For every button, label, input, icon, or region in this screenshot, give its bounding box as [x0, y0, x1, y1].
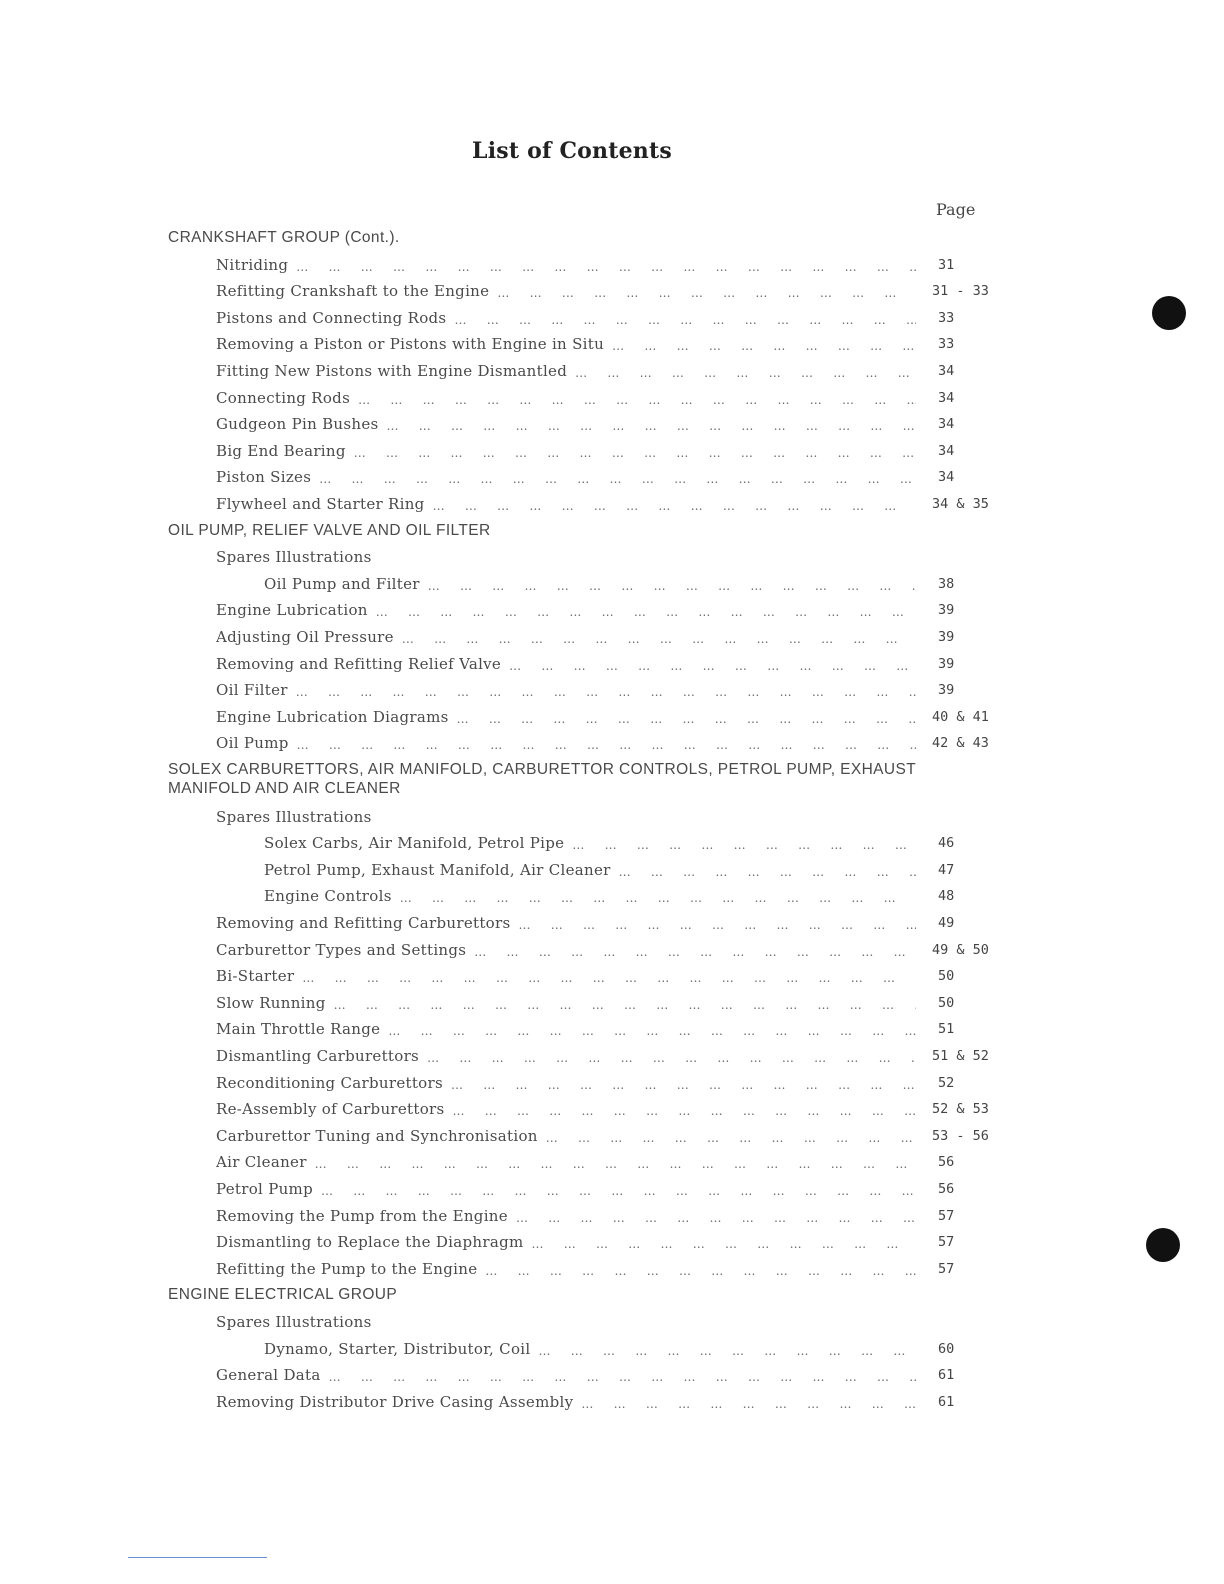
toc-entry-label: Piston Sizes — [216, 468, 312, 486]
toc-dot-leader — [581, 1392, 916, 1412]
toc-entry-label: Engine Lubrication Diagrams — [216, 708, 449, 726]
toc-entry-label: Dismantling Carburettors — [216, 1047, 420, 1065]
toc-entry-label: Bi-Starter — [216, 967, 295, 985]
toc-section-heading: OIL PUMP, RELIEF VALVE AND OIL FILTER — [168, 522, 491, 539]
toc-entry-label: Fitting New Pistons with Engine Dismantled — [216, 362, 568, 380]
toc-subheading-label: Spares Illustrations — [216, 548, 372, 566]
toc-entry-label: Slow Running — [216, 994, 326, 1012]
toc-entry — [216, 654, 992, 674]
toc-entry — [216, 494, 992, 514]
toc-dot-leader — [497, 281, 916, 301]
toc-section-heading: SOLEX CARBURETTORS, AIR MANIFOLD, CARBURETTOR CONTROLS, PETROL PUMP, EXHAUST MANIFOLD AND AIR CLEANER — [168, 761, 916, 797]
toc-entry-page: 50 — [938, 995, 955, 1011]
toc-entry-page: 33 — [938, 336, 955, 352]
toc-entry-label: Dismantling to Replace the Diaphragm — [216, 1233, 524, 1251]
toc-entry-page: 61 — [938, 1367, 955, 1383]
toc-entry — [216, 1365, 992, 1385]
toc-entry-page: 42 & 43 — [932, 735, 989, 751]
toc-entry — [216, 707, 992, 727]
toc-entry-page: 39 — [938, 629, 955, 645]
toc-entry-label: Connecting Rods — [216, 389, 351, 407]
toc-entry — [216, 1179, 992, 1199]
toc-subheading — [216, 547, 816, 567]
toc-dot-leader — [315, 1152, 916, 1172]
toc-entry — [216, 733, 992, 753]
toc-entry-label: Air Cleaner — [216, 1153, 307, 1171]
toc-entry — [216, 255, 992, 275]
toc-entry-page: 56 — [938, 1181, 955, 1197]
page-column-header: Page — [936, 200, 976, 219]
toc-entry-page: 40 & 41 — [932, 709, 989, 725]
toc-entry-label: Removing the Pump from the Engine — [216, 1207, 508, 1225]
toc-entry — [264, 574, 992, 594]
toc-entry-label: Adjusting Oil Pressure — [216, 628, 394, 646]
toc-entry-page: 51 — [938, 1021, 955, 1037]
toc-entry — [216, 627, 992, 647]
toc-dot-leader — [302, 966, 916, 986]
toc-entry — [216, 993, 992, 1013]
toc-dot-leader — [532, 1232, 917, 1252]
toc-entry-page: 34 — [938, 416, 955, 432]
toc-entry-label: Oil Pump and Filter — [264, 575, 420, 593]
toc-entry — [264, 833, 992, 853]
toc-entry — [216, 680, 992, 700]
toc-entry-page: 56 — [938, 1154, 955, 1170]
toc-dot-leader — [453, 1099, 916, 1119]
footnote-rule — [128, 1557, 267, 1558]
toc-entry-label: Gudgeon Pin Bushes — [216, 415, 379, 433]
toc-entry-page: 39 — [938, 602, 955, 618]
toc-entry-label: Carburettor Tuning and Synchronisation — [216, 1127, 538, 1145]
toc-entry-page: 39 — [938, 682, 955, 698]
toc-entry-page: 31 - 33 — [932, 283, 989, 299]
toc-dot-leader — [474, 940, 916, 960]
toc-entry-page: 33 — [938, 310, 955, 326]
toc-entry — [216, 940, 992, 960]
page-title: List of Contents — [472, 138, 672, 164]
toc-entry-label: Removing Distributor Drive Casing Assembly — [216, 1393, 574, 1411]
toc-entry — [216, 388, 992, 408]
toc-dot-leader — [518, 913, 916, 933]
toc-dot-leader — [400, 886, 916, 906]
toc-entry — [216, 600, 992, 620]
toc-entry — [216, 1019, 992, 1039]
toc-entry — [264, 886, 992, 906]
toc-entry-page: 57 — [938, 1208, 955, 1224]
toc-entry-label: Oil Filter — [216, 681, 288, 699]
toc-entry-label: General Data — [216, 1366, 321, 1384]
toc-entry-label: Engine Controls — [264, 887, 392, 905]
toc-dot-leader — [619, 860, 916, 880]
toc-dot-leader — [546, 1126, 916, 1146]
toc-entry — [216, 281, 992, 301]
toc-entry-label: Removing and Refitting Relief Valve — [216, 655, 502, 673]
toc-entry — [216, 913, 992, 933]
toc-dot-leader — [296, 680, 916, 700]
toc-entry — [216, 1046, 992, 1066]
toc-entry-page: 49 & 50 — [932, 942, 989, 958]
toc-entry-label: Petrol Pump, Exhaust Manifold, Air Cleaner — [264, 861, 611, 879]
toc-dot-leader — [509, 654, 916, 674]
toc-entry-label: Nitriding — [216, 256, 289, 274]
toc-entry-page: 57 — [938, 1234, 955, 1250]
toc-entry — [216, 1259, 992, 1279]
toc-dot-leader — [427, 1046, 916, 1066]
toc-entry-page: 51 & 52 — [932, 1048, 989, 1064]
toc-entry-label: Flywheel and Starter Ring — [216, 495, 425, 513]
toc-entry-page: 31 — [938, 257, 955, 273]
toc-entry — [216, 1232, 992, 1252]
toc-entry-label: Removing and Refitting Carburettors — [216, 914, 511, 932]
toc-entry — [216, 1152, 992, 1172]
toc-entry-label: Oil Pump — [216, 734, 289, 752]
toc-dot-leader — [319, 467, 916, 487]
toc-subheading — [216, 1312, 816, 1332]
toc-entry-label: Carburettor Types and Settings — [216, 941, 467, 959]
toc-dot-leader — [297, 733, 916, 753]
toc-entry — [216, 334, 992, 354]
toc-entry-page: 34 — [938, 363, 955, 379]
toc-entry — [264, 1339, 992, 1359]
toc-entry-page: 52 & 53 — [932, 1101, 989, 1117]
toc-entry — [216, 1392, 992, 1412]
toc-entry — [216, 414, 992, 434]
toc-entry-page: 39 — [938, 656, 955, 672]
toc-entry — [216, 1073, 992, 1093]
toc-entry-label: Engine Lubrication — [216, 601, 368, 619]
toc-dot-leader — [354, 441, 916, 461]
toc-dot-leader — [516, 1206, 916, 1226]
toc-entry-label: Refitting Crankshaft to the Engine — [216, 282, 490, 300]
toc-entry-page: 34 — [938, 443, 955, 459]
toc-dot-leader — [433, 494, 916, 514]
toc-entry-label: Solex Carbs, Air Manifold, Petrol Pipe — [264, 834, 565, 852]
toc-entry-label: Main Throttle Range — [216, 1020, 381, 1038]
toc-entry-page: 34 & 35 — [932, 496, 989, 512]
toc-dot-leader — [575, 361, 916, 381]
toc-entry-page: 61 — [938, 1394, 955, 1410]
toc-entry-page: 57 — [938, 1261, 955, 1277]
toc-subheading-label: Spares Illustrations — [216, 808, 372, 826]
toc-dot-leader — [485, 1259, 916, 1279]
toc-entry-label: Reconditioning Carburettors — [216, 1074, 443, 1092]
toc-entry-page: 50 — [938, 968, 955, 984]
toc-entry-page: 38 — [938, 576, 955, 592]
toc-entry — [216, 1099, 992, 1119]
toc-subheading-label: Spares Illustrations — [216, 1313, 372, 1331]
toc-section-heading: CRANKSHAFT GROUP (Cont.). — [168, 229, 400, 246]
toc-entry-page: 49 — [938, 915, 955, 931]
toc-dot-leader — [388, 1019, 916, 1039]
toc-dot-leader — [334, 993, 916, 1013]
punch-hole-mark — [1152, 296, 1186, 330]
toc-entry-label: Pistons and Connecting Rods — [216, 309, 447, 327]
toc-entry-page: 47 — [938, 862, 955, 878]
toc-dot-leader — [329, 1365, 916, 1385]
toc-entry-label: Removing a Piston or Pistons with Engine in Situ — [216, 335, 605, 353]
toc-entry — [216, 308, 992, 328]
toc-entry-page: 34 — [938, 390, 955, 406]
toc-entry — [216, 966, 992, 986]
toc-entry-label: Petrol Pump — [216, 1180, 313, 1198]
toc-dot-leader — [376, 600, 916, 620]
toc-entry-page: 60 — [938, 1341, 955, 1357]
toc-entry — [264, 860, 992, 880]
toc-entry-label: Refitting the Pump to the Engine — [216, 1260, 478, 1278]
toc-dot-leader — [612, 334, 916, 354]
toc-dot-leader — [572, 833, 916, 853]
toc-entry-label: Dynamo, Starter, Distributor, Coil — [264, 1340, 531, 1358]
toc-entry-page: 48 — [938, 888, 955, 904]
toc-dot-leader — [387, 414, 916, 434]
toc-dot-leader — [451, 1073, 916, 1093]
toc-entry — [216, 1206, 992, 1226]
toc-entry — [216, 467, 992, 487]
toc-entry — [216, 441, 992, 461]
toc-entry-label: Big End Bearing — [216, 442, 346, 460]
toc-dot-leader — [454, 308, 916, 328]
toc-dot-leader — [428, 574, 916, 594]
punch-hole-mark — [1146, 1228, 1180, 1262]
toc-entry-page: 53 - 56 — [932, 1128, 989, 1144]
toc-entry-label: Re-Assembly of Carburettors — [216, 1100, 445, 1118]
toc-dot-leader — [358, 388, 916, 408]
toc-section-heading: ENGINE ELECTRICAL GROUP — [168, 1286, 398, 1303]
toc-entry-page: 34 — [938, 469, 955, 485]
toc-entry-page: 52 — [938, 1075, 955, 1091]
toc-entry — [216, 361, 992, 381]
toc-entry-page: 46 — [938, 835, 955, 851]
toc-dot-leader — [321, 1179, 916, 1199]
toc-dot-leader — [402, 627, 916, 647]
toc-entry — [216, 1126, 992, 1146]
toc-dot-leader — [457, 707, 916, 727]
toc-dot-leader — [296, 255, 916, 275]
toc-dot-leader — [538, 1339, 916, 1359]
toc-subheading — [216, 807, 816, 827]
